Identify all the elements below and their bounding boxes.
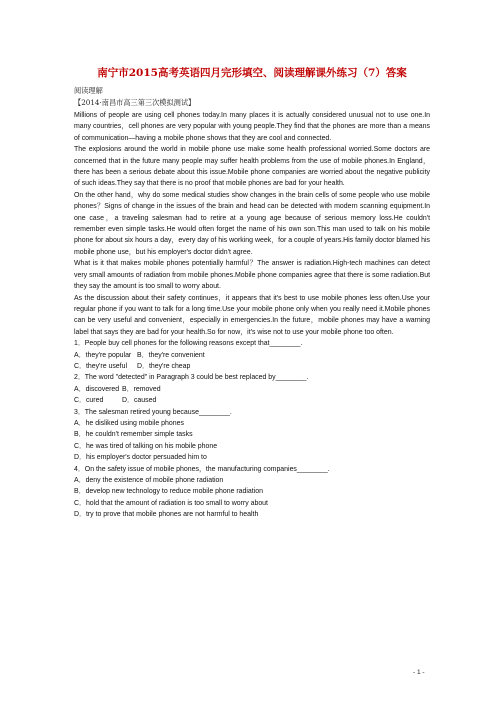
section-heading: 阅读理解 xyxy=(74,86,103,95)
page-title: 南宁市2015高考英语四月完形填空、阅读理解课外练习（7）答案 xyxy=(97,67,407,79)
question-2 xyxy=(74,372,430,406)
paragraph-1: Millions of people are using cell phones today.In many places it is actually considered unusual not to use one.In many countries，cell phones are very popular with young people.They find that the phones are more than a means of communication—having a mobile phone shows that they are cool and connected. xyxy=(74,112,430,142)
question-stem: 3．The salesman retired young because________. xyxy=(74,408,232,416)
option-b: B．develop new technology to reduce mobile phone radiation xyxy=(74,488,263,496)
paragraph-3: On the other hand，why do some medical studies show changes in the brain cells of some people who use mobile phones？Signs of change in the issues of the brain and head can be detected with modern scanning equipment.In one case，a traveling salesman had to retire at a young age because of serious memory loss.He couldn't remember even simple tasks.He would often forget the name of his own son.This man used to talk on his mobile phone for about six hours a day，every day of his working week，for a couple of years.His family doctor blamed his mobile phone use，but his employer's doctor didn't agree. xyxy=(74,191,430,256)
option-c: C．cured xyxy=(74,397,104,405)
option-d: D．try to prove that mobile phones are not harmful to health xyxy=(74,511,259,519)
question-stem: 4．On the safety issue of mobile phones，the manufacturing companies________. xyxy=(74,465,330,473)
question-stem: 2．The word "detected" in Paragraph 3 could be best replaced by________. xyxy=(74,374,309,382)
option-d: D．his employer's doctor persuaded him to xyxy=(74,454,207,462)
options-row xyxy=(74,350,430,361)
options-row xyxy=(74,361,430,372)
option-d: D．caused xyxy=(122,397,157,405)
paragraph-2: The explosions around the world in mobile phone use make some health professional worried.Some doctors are concerned that in the future many people may suffer health problems from the use of mobile phones.In England，there has been a serious debate about this issue.Mobile phone companies are worried about the negative publicity of such ideas.They say that there is no proof that mobile phones are bad for your health. xyxy=(74,146,430,188)
question-stem: 1．People buy cell phones for the following reasons except that________. xyxy=(74,340,303,348)
question-1 xyxy=(74,338,430,372)
option-a: A．he disliked using mobile phones xyxy=(74,419,184,427)
option-b: B．he couldn't remember simple tasks xyxy=(74,431,193,439)
question-3 xyxy=(74,407,430,464)
paragraph-5: As the discussion about their safety continues，it appears that it's best to use mobile phones less often.Use your regular phone if you want to talk for a long time.Use your mobile phone only when you really need it.Mobile phones can be very useful and convenient，especially in emergencies.In the future，mobile phones may have a warning label that says they are bad for your health.So for now，it's wise not to use your mobile phone too often. xyxy=(74,294,430,336)
options-row xyxy=(74,395,430,406)
page-number: - 1 - xyxy=(413,669,425,676)
question-4 xyxy=(74,464,430,521)
option-a: A．they're popular xyxy=(74,351,132,359)
option-d: D．they're cheap xyxy=(137,362,191,370)
option-b: B．they're convenient xyxy=(137,351,205,359)
options-row xyxy=(74,384,430,395)
option-c: C．hold that the amount of radiation is too small to worry about xyxy=(74,499,268,507)
option-c: C．they're useful xyxy=(74,362,127,370)
passage xyxy=(74,110,430,521)
paragraph-4: What is it that makes mobile phones potentially harmful？The answer is radiation.High-tech machines can detect very small amounts of radiation from mobile phones.Mobile phone companies agree that there is some radiation.But they say the amount is too small to worry about. xyxy=(74,260,430,291)
option-a: A．deny the existence of mobile phone radiation xyxy=(74,477,224,484)
source-label: 【2014·南昌市高三第三次模拟测试】 xyxy=(74,98,196,107)
option-b: B．removed xyxy=(122,385,161,393)
option-c: C．he was tired of talking on his mobile phone xyxy=(74,442,218,450)
option-a: A．discovered xyxy=(74,385,120,393)
